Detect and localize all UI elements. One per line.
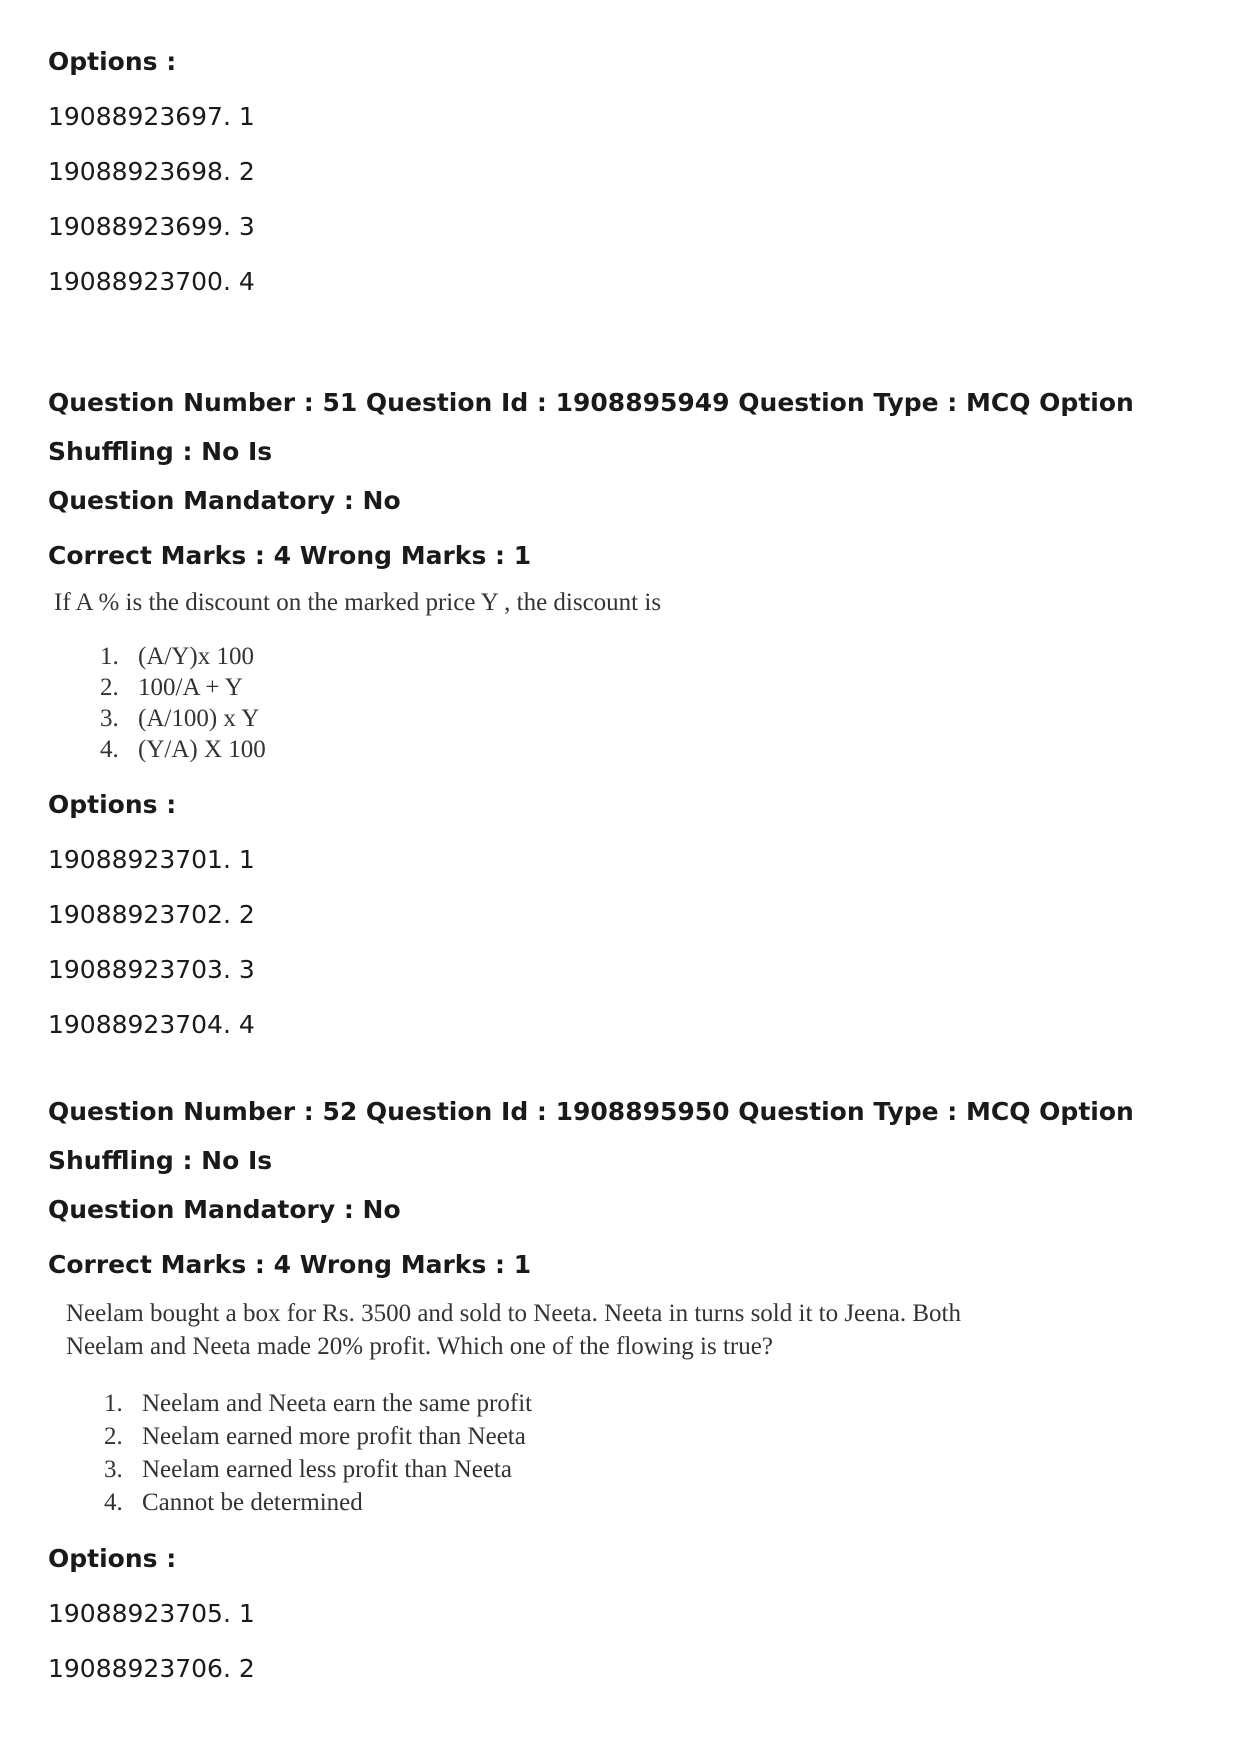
options-label: Options : [48,47,177,76]
choice-list [66,1387,1208,1519]
option-item: 19088923701. 1 [48,845,255,874]
choice-item: 3. Neelam earned less profit than Neeta [104,1456,512,1483]
question-header: Question Number : 52 Question Id : 1908895950 Question Type : MCQ Option Shuffling : No Is [48,1097,1134,1175]
option-item: 19088923706. 2 [48,1654,255,1683]
question-51 [48,378,1208,1049]
option-item: 19088923704. 4 [48,1010,255,1039]
question-text-line: Neelam and Neeta made 20% profit. Which one of the flowing is true? [66,1333,773,1360]
choice-list [54,641,1208,765]
question-text: If A % is the discount on the marked price Y , the discount is [54,589,662,616]
question-52 [48,1087,1208,1693]
question-marks: Correct Marks : 4 Wrong Marks : 1 [48,541,532,570]
option-item: 19088923697. 1 [48,102,255,131]
option-item: 19088923699. 3 [48,212,255,241]
question-image-51 [48,586,1208,765]
question-image-52 [48,1297,1208,1519]
options-label: Options : [48,790,177,819]
choice-item: 1. (A/Y)x 100 [100,643,254,670]
choice-item: 2. Neelam earned more profit than Neeta [104,1423,526,1450]
question-mandatory: Question Mandatory : No [48,486,401,515]
question-marks: Correct Marks : 4 Wrong Marks : 1 [48,1250,532,1279]
option-item: 19088923698. 2 [48,157,255,186]
question-text-line: Neelam bought a box for Rs. 3500 and sold to Neeta. Neeta in turns sold it to Jeena. Both [66,1300,961,1327]
choice-item: 3. (A/100) x Y [100,705,260,732]
option-item: 19088923705. 1 [48,1599,255,1628]
choice-item: 4. (Y/A) X 100 [100,736,266,763]
option-item: 19088923703. 3 [48,955,255,984]
options-section-q50 [48,38,255,306]
options-label: Options : [48,1544,177,1573]
choice-item: 1. Neelam and Neeta earn the same profit [104,1390,533,1417]
question-header: Question Number : 51 Question Id : 1908895949 Question Type : MCQ Option Shuffling : No Is [48,388,1134,466]
option-item: 19088923700. 4 [48,267,255,296]
choice-item: 2. 100/A + Y [100,674,243,701]
choice-item: 4. Cannot be determined [104,1489,363,1516]
question-mandatory: Question Mandatory : No [48,1195,401,1224]
option-item: 19088923702. 2 [48,900,255,929]
